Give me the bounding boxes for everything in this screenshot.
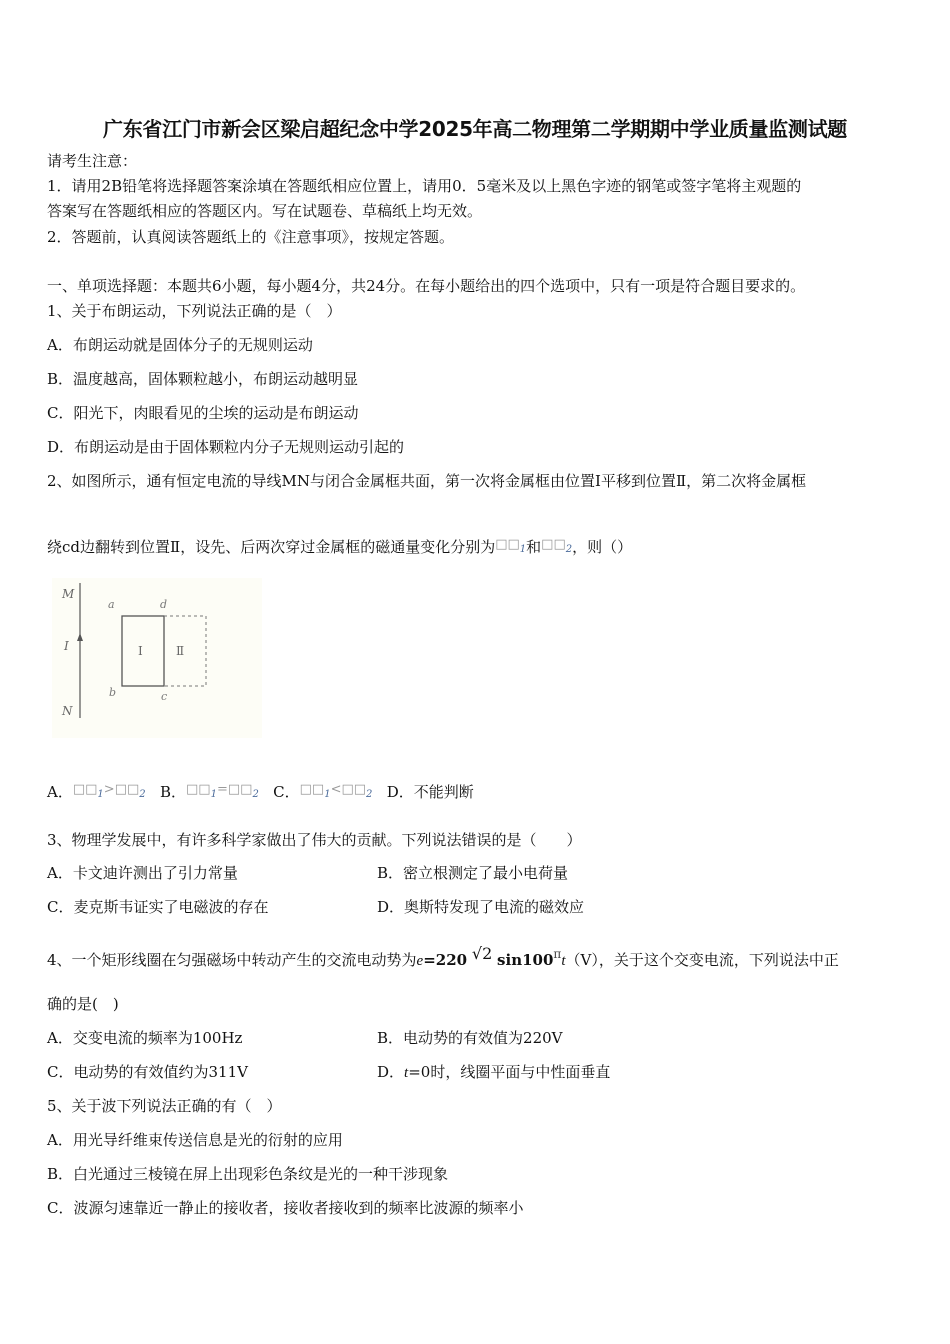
option-text: =0时，线圈平面与中性面垂直 <box>408 1063 611 1081</box>
notice-item-1-cont: 答案写在答题纸相应的答题区内。写在试题卷、草稿纸上均无效。 <box>47 202 483 220</box>
notice-item-1: 1．请用2B铅笔将选择题答案涂填在答题纸相应位置上，请用0．5毫米及以上黑色字迹的钢笔或签字笔将主观题的 <box>47 177 802 195</box>
delta-phi-symbol: □□ <box>227 782 253 797</box>
q2-option-d: D．不能判断 <box>386 783 474 801</box>
q5-option-b: B．白光通过三棱镜在屏上出现彩色条纹是光的一种干涉现象 <box>47 1165 449 1183</box>
q1-option-d: D．布朗运动是由于固体颗粒内分子无规则运动引起的 <box>47 438 405 456</box>
eq-sign: = <box>216 782 228 797</box>
label-b: b <box>109 686 117 699</box>
label-i: I <box>64 639 69 653</box>
q5-option-c: C．波源匀速靠近一静止的接收者，接收者接收到的频率比波源的频率小 <box>47 1199 524 1217</box>
q2-options <box>47 780 474 805</box>
q4-option-d <box>377 1062 610 1083</box>
subscript: 2 <box>366 789 373 800</box>
q4-stem <box>47 944 839 971</box>
delta-phi-symbol: □□ <box>186 782 211 797</box>
q2-figure <box>52 578 262 738</box>
q4-option-c: C．电动势的有效值约为311V <box>47 1063 248 1081</box>
q5-stem: 5、关于波下列说法正确的有（ ） <box>47 1097 282 1115</box>
q4-stem-text: 4、一个矩形线圈在匀强磁场中转动产生的交流电动势为 <box>47 951 417 969</box>
q2-stem-end: ，则（） <box>572 538 633 556</box>
subscript: 1 <box>97 789 104 800</box>
sqrt2: √2 <box>471 944 493 963</box>
delta-phi-symbol: □□ <box>299 782 325 797</box>
q4-stem-cont: 确的是( ) <box>47 995 119 1013</box>
delta-phi-symbol: □□ <box>72 782 98 797</box>
notice-item-2: 2．答题前，认真阅读答题纸上的《注意事项》，按规定答题。 <box>47 228 455 246</box>
q4-option-a: A．交变电流的频率为100Hz <box>47 1029 243 1047</box>
label-position-2: Ⅱ <box>176 644 185 658</box>
label-n: N <box>62 704 73 718</box>
delta-phi-symbol: □□ <box>495 537 520 552</box>
delta-phi-symbol: □□ <box>541 537 566 552</box>
lt-sign: < <box>330 782 342 797</box>
gt-sign: > <box>103 782 115 797</box>
label-d: d <box>160 598 168 611</box>
subscript: 2 <box>565 544 573 555</box>
label-a: a <box>108 598 115 611</box>
q2-option-b: B． <box>159 783 186 801</box>
q1-stem: 1、关于布朗运动，下列说法正确的是（ ） <box>47 302 342 320</box>
subscript: 1 <box>210 789 217 800</box>
q3-option-a: A．卡文迪许测出了引力常量 <box>47 864 238 882</box>
var-e: e <box>416 953 424 969</box>
label-c: c <box>161 690 168 703</box>
subscript: 2 <box>139 789 146 800</box>
delta-phi-symbol: □□ <box>114 782 140 797</box>
q2-option-c: C． <box>273 783 300 801</box>
q2-option-a: A． <box>47 783 73 801</box>
delta-phi-symbol: □□ <box>341 782 367 797</box>
q1-option-a: A．布朗运动就是固体分子的无规则运动 <box>47 336 313 354</box>
amplitude: =220 <box>423 951 468 969</box>
subscript: 1 <box>324 789 331 800</box>
notice-heading: 请考生注意： <box>47 152 138 170</box>
var-t: t <box>404 1065 409 1081</box>
q3-stem: 3、物理学发展中，有许多科学家做出了伟大的贡献。下列说法错误的是（ ） <box>47 831 582 849</box>
q1-option-c: C．阳光下，肉眼看见的尘埃的运动是布朗运动 <box>47 404 359 422</box>
q3-option-b: B．密立根测定了最小电荷量 <box>377 864 569 882</box>
page-title: 广东省江门市新会区梁启超纪念中学2025年高二物理第二学期期中学业质量监测试题 <box>103 117 847 141</box>
option-label: D． <box>377 1063 405 1081</box>
label-m: M <box>62 587 75 601</box>
and-text: 和 <box>526 538 542 556</box>
pi-symbol: π <box>553 947 562 961</box>
subscript: 2 <box>252 789 259 800</box>
q2-stem-text: 绕cd边翻转到位置Ⅱ，设先、后两次穿过金属框的磁通量变化分别为 <box>47 538 496 556</box>
q2-stem: 2、如图所示，通有恒定电流的导线MN与闭合金属框共面，第一次将金属框由位置Ⅰ平移到位置Ⅱ，第二次将金属框 <box>47 472 807 490</box>
var-t: t <box>561 953 566 969</box>
subscript: 1 <box>519 544 527 555</box>
q5-option-a: A．用光导纤维束传送信息是光的衍射的应用 <box>47 1131 343 1149</box>
q3-option-d: D．奥斯特发现了电流的磁效应 <box>377 898 585 916</box>
q2-stem-cont <box>47 535 632 560</box>
q1-option-b: B．温度越高，固体颗粒越小，布朗运动越明显 <box>47 370 359 388</box>
q4-stem-end: （V），关于这个交变电流，下列说法中正 <box>565 951 839 969</box>
q3-option-c: C．麦克斯韦证实了电磁波的存在 <box>47 898 269 916</box>
q4-option-b: B．电动势的有效值为220V <box>377 1029 563 1047</box>
sin-term: sin100 <box>497 951 554 969</box>
section-heading: 一、单项选择题：本题共6小题，每小题4分，共24分。在每小题给出的四个选项中，只有一项是符合题目要求的。 <box>47 277 806 295</box>
label-position-1: Ⅰ <box>138 644 143 658</box>
